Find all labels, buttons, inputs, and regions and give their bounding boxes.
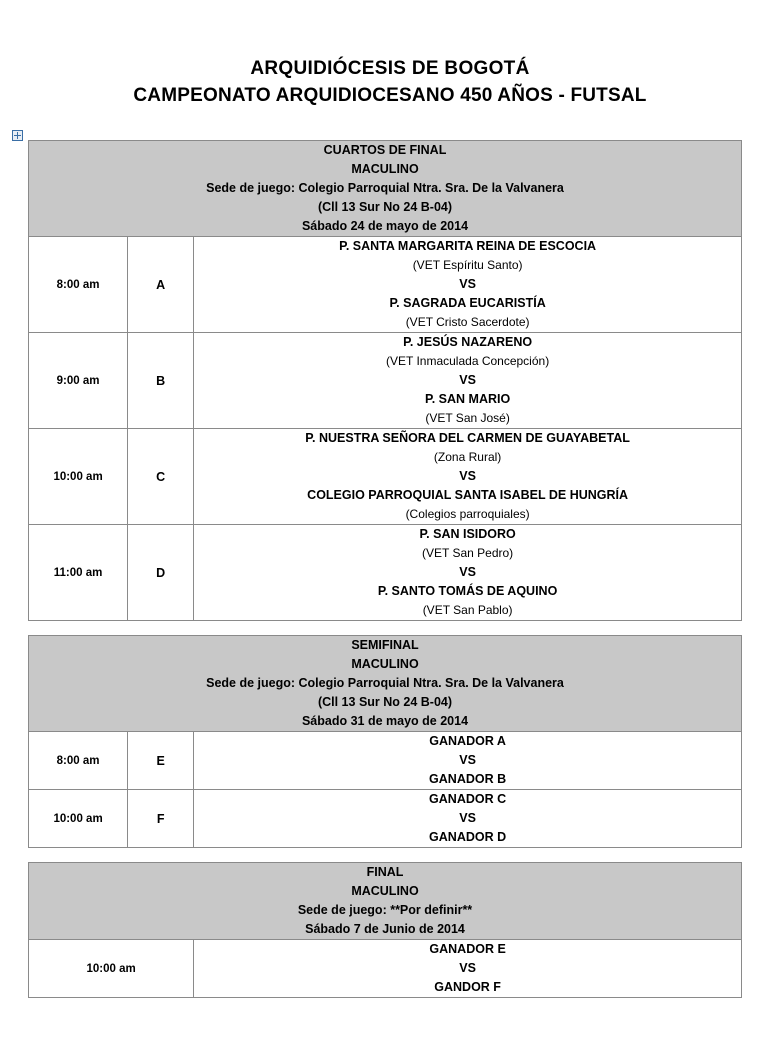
section-header	[29, 636, 742, 732]
date-label: Sábado 7 de Junio de 2014	[305, 922, 465, 936]
schedule-tables	[28, 140, 742, 998]
match-time: 9:00 am	[29, 333, 128, 429]
address-label: (Cll 13 Sur No 24 B-04)	[317, 695, 453, 709]
match-teams	[194, 940, 742, 998]
document-title	[0, 0, 780, 110]
team-2: P. SAGRADA EUCARISTÍA	[389, 296, 546, 310]
section-header-row	[29, 636, 742, 732]
match-time: 8:00 am	[29, 732, 128, 790]
match-key: B	[128, 333, 194, 429]
match-time: 10:00 am	[29, 940, 194, 998]
match-key: F	[128, 790, 194, 848]
venue-label: Sede de juego: **Por definir**	[297, 903, 473, 917]
section-header-row	[29, 863, 742, 940]
title-line-2: CAMPEONATO ARQUIDIOCESANO 450 AÑOS - FUTSAL	[133, 85, 647, 106]
section-gap	[28, 621, 742, 635]
section-quarterfinals	[28, 140, 742, 621]
table-row	[29, 732, 742, 790]
date-label: Sábado 31 de mayo de 2014	[301, 714, 469, 728]
team-2: P. SAN MARIO	[425, 392, 511, 406]
match-time: 10:00 am	[29, 790, 128, 848]
stage-label: FINAL	[366, 865, 404, 879]
match-teams	[194, 790, 742, 848]
team-1-sub: (VET San Pedro)	[422, 546, 514, 560]
team-1: P. SAN ISIDORO	[419, 527, 516, 541]
team-2-sub: (Colegios parroquiales)	[405, 507, 530, 521]
match-key: E	[128, 732, 194, 790]
section-gap	[28, 848, 742, 862]
match-time: 8:00 am	[29, 237, 128, 333]
table-row	[29, 790, 742, 848]
team-1: P. SANTA MARGARITA REINA DE ESCOCIA	[339, 239, 597, 253]
section-header-row	[29, 141, 742, 237]
match-key: D	[128, 525, 194, 621]
venue-label: Sede de juego: Colegio Parroquial Ntra. Sra. De la Valvanera	[206, 181, 564, 195]
section-header	[29, 863, 742, 940]
stage-label: CUARTOS DE FINAL	[323, 143, 447, 157]
match-teams	[194, 333, 742, 429]
vs-label: VS	[459, 961, 476, 975]
date-label: Sábado 24 de mayo de 2014	[301, 219, 469, 233]
vs-label: VS	[459, 373, 476, 387]
match-teams	[194, 237, 742, 333]
category-label: MACULINO	[351, 884, 419, 898]
match-teams	[194, 429, 742, 525]
team-2: COLEGIO PARROQUIAL SANTA ISABEL DE HUNGRÍA	[307, 488, 629, 502]
team-1-sub: (VET Inmaculada Concepción)	[386, 354, 550, 368]
object-anchor-icon[interactable]	[12, 130, 23, 141]
category-label: MACULINO	[351, 657, 419, 671]
match-key: C	[128, 429, 194, 525]
team-2: GANADOR B	[429, 772, 507, 786]
team-1: P. NUESTRA SEÑORA DEL CARMEN DE GUAYABETAL	[305, 431, 630, 445]
vs-label: VS	[459, 469, 476, 483]
stage-label: SEMIFINAL	[351, 638, 419, 652]
team-1-sub: (Zona Rural)	[433, 450, 502, 464]
section-semifinal	[28, 635, 742, 848]
team-1: GANADOR C	[429, 792, 507, 806]
vs-label: VS	[459, 753, 476, 767]
team-1: GANADOR A	[429, 734, 506, 748]
team-2-sub: (VET San José)	[425, 411, 510, 425]
table-row	[29, 525, 742, 621]
table-row	[29, 429, 742, 525]
table-row	[29, 333, 742, 429]
team-1: P. JESÚS NAZARENO	[403, 335, 533, 349]
vs-label: VS	[459, 811, 476, 825]
table-row	[29, 940, 742, 998]
vs-label: VS	[459, 565, 476, 579]
team-1-sub: (VET Espíritu Santo)	[412, 258, 523, 272]
match-teams	[194, 525, 742, 621]
match-time: 11:00 am	[29, 525, 128, 621]
team-2: P. SANTO TOMÁS DE AQUINO	[377, 584, 558, 598]
team-2-sub: (VET Cristo Sacerdote)	[405, 315, 530, 329]
table-row	[29, 237, 742, 333]
address-label: (Cll 13 Sur No 24 B-04)	[317, 200, 453, 214]
title-line-1: ARQUIDIÓCESIS DE BOGOTÁ	[250, 58, 530, 79]
match-teams	[194, 732, 742, 790]
section-header	[29, 141, 742, 237]
team-2: GANDOR F	[434, 980, 501, 994]
section-final	[28, 862, 742, 998]
vs-label: VS	[459, 277, 476, 291]
team-1: GANADOR E	[429, 942, 506, 956]
team-2: GANADOR D	[429, 830, 507, 844]
venue-label: Sede de juego: Colegio Parroquial Ntra. Sra. De la Valvanera	[206, 676, 564, 690]
team-2-sub: (VET San Pablo)	[422, 603, 513, 617]
match-time: 10:00 am	[29, 429, 128, 525]
match-key: A	[128, 237, 194, 333]
category-label: MACULINO	[351, 162, 419, 176]
